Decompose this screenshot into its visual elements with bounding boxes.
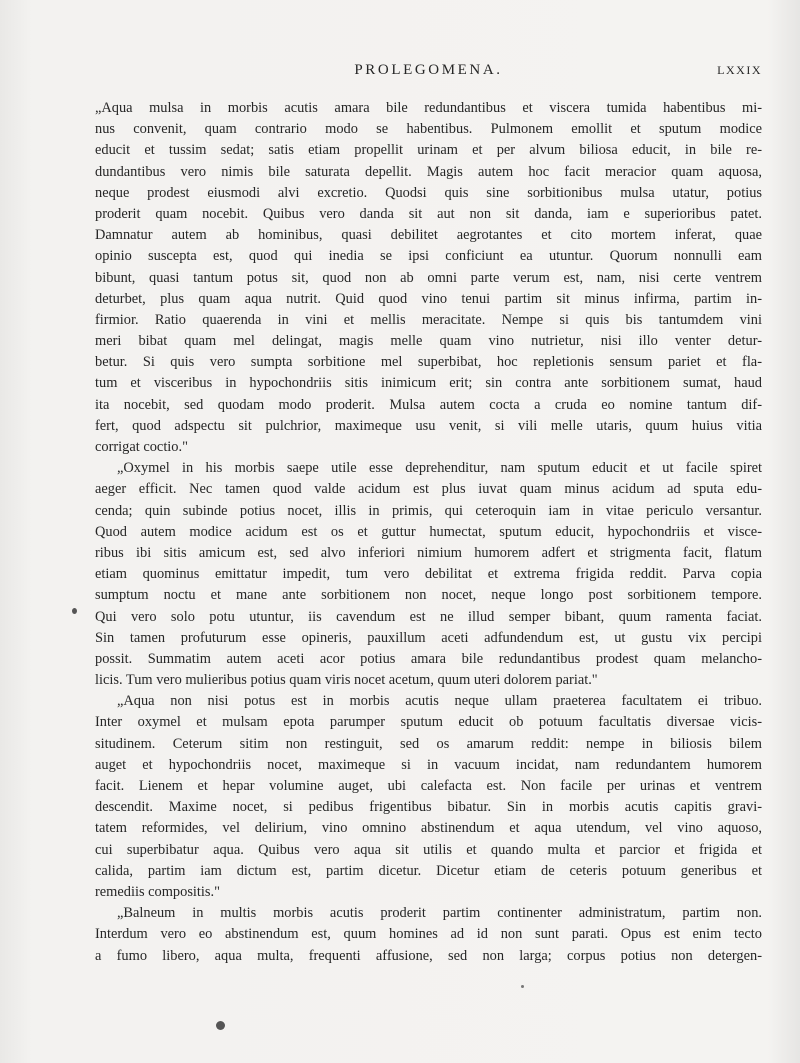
text-line: Interdum vero eo abstinendum est, quum homines ad id non sunt parati. Opus est enim tecto xyxy=(95,926,762,943)
text-line: nus convenit, quam contrario modo se habentibus. Pulmonem emollit et sputum modice xyxy=(95,121,762,138)
text-line: dundantibus vero nimis bile saturata depellit. Magis autem hoc facit meracior quam aquosa, xyxy=(95,163,762,180)
text-line: „Aqua non nisi potus est in morbis acutis neque ullam praeterea facultatem ei tribuo. xyxy=(117,693,762,710)
text-line: Sin tamen profuturum esse opineris, pauxillum aceti adfundendum est, ut gustu vix percipi xyxy=(95,629,762,646)
text-line: deturbet, plus quam aqua nutrit. Quid quod vino tenui partim sit minus infirma, partim in- xyxy=(95,290,762,307)
text-line: cui superbibatur aqua. Quibus vero aqua sit utilis et quando multa et parcior et frigida et xyxy=(95,841,762,858)
paragraph xyxy=(95,98,762,458)
page-number: LXXIX xyxy=(717,63,762,77)
text-line: sumptum noctu et mane ante sorbitionem non nocet, neque longo post sorbitionem tempore. xyxy=(95,587,762,604)
text-line: Qui vero solo potu utuntur, iis cavendum est ne illud semper bibant, quum ramenta faciat. xyxy=(95,608,762,625)
text-line: cenda; quin subinde potius nocet, illis in primis, qui ceteroquin iam in vitae periculo versantur. xyxy=(95,502,762,519)
text-line: remediis compositis." xyxy=(95,883,220,900)
text-line: licis. Tum vero mulieribus potius quam viris nocet acetum, quum uteri dolorem pariat." xyxy=(95,672,598,689)
text-line: corrigat coctio." xyxy=(95,439,188,455)
text-line: aeger efficit. Nec tamen quod valde acidum est plus iuvat quam minus acidum ad sputa edu- xyxy=(95,481,762,498)
paragraph xyxy=(95,903,762,967)
text-line: neque prodest eiusmodi alvi excretio. Quodsi quis sine sorbitionibus mulsa utatur, potius xyxy=(95,184,762,201)
text-line: „Oxymel in his morbis saepe utile esse deprehenditur, nam sputum educit et ut facile spiret xyxy=(117,460,762,477)
text-line: firmior. Ratio quaerenda in vini et mellis meracitate. Nempe si quis bis tantumdem vini xyxy=(95,311,762,328)
text-line: proderit quam nocebit. Quibus vero danda sit aut non sit danda, iam e superioribus patet. xyxy=(95,205,762,222)
running-title: PROLEGOMENA. xyxy=(354,62,503,78)
paragraph xyxy=(95,458,762,691)
text-line: bibunt, quasi tantum potus sit, quod non ab omni parte verum est, nam, nisi certe ventrem xyxy=(95,269,762,286)
text-line: „Balneum in multis morbis acutis proderit partim continenter administratum, partim non. xyxy=(117,905,762,922)
text-line: fert, quod adspectu sit pulchrior, maximeque usu venit, si vili melle utaris, quum huius vitia xyxy=(95,417,762,434)
text-line: meri bibat quam mel delingat, magis melle quam vino nutrietur, nisi illo venter detur- xyxy=(95,333,762,350)
ink-speck xyxy=(521,985,524,988)
text-line: ribus ibi sitis amicum est, sed alvo inferiori nimium humorem adfert et strigmenta facit, flatum xyxy=(95,544,762,561)
text-line: possit. Summatim autem aceti acor potius amara bile redundantibus prodest quam melancho- xyxy=(95,650,762,667)
text-line: Quod autem modice acidum est os et guttur humectat, sputum educit, hypochondriis et visce- xyxy=(95,523,762,540)
text-line: calida, partim iam dictum est, partim dicetur. Dicetur etiam de ceteris potuum generibus et xyxy=(95,862,762,879)
ink-speck xyxy=(216,1021,225,1030)
text-line: tum et visceribus in hypochondriis sitis inimicum erit; sin contra ante sorbitionem sumat, haud xyxy=(95,375,762,392)
text-line: ita nocebit, sed quodam modo proderit. Mulsa autem cocta a cruda eo nomine tantum dif- xyxy=(95,396,762,413)
text-line: „Aqua mulsa in morbis acutis amara bile redundantibus et viscera tumida habentibus mi- xyxy=(95,100,762,116)
text-line: descendit. Maxime nocet, si pedibus frigentibus bibatur. Sin in morbis acutis capitis gravi- xyxy=(95,799,762,816)
text-line: educit et tussim sedat; satis etiam propellit urinam et per alvum biliosa educit, in bile re- xyxy=(95,142,762,159)
text-line: betur. Si quis vero sumpta sorbitione mel superbibat, hoc repletionis sensum pariet et fla- xyxy=(95,354,762,371)
text-line: facit. Lienem et hepar volumine auget, ubi calefacta est. Non facile per urinas et ventrem xyxy=(95,778,762,794)
text-line: Damnatur autem ab hominibus, quasi debilitet aegrotantes et cito mortem inferat, quae xyxy=(95,227,762,244)
ink-speck xyxy=(72,608,77,614)
text-line: etiam quominus emittatur impedit, tum vero debilitat et extrema frigida reddit. Parva copia xyxy=(95,566,762,583)
text-line: tatem reformides, vel delirium, vino omnino abstinendum et aqua utendum, vel vino aquoso, xyxy=(95,820,762,837)
body-text xyxy=(95,98,762,967)
text-line: situdinem. Ceterum sitim non restinguit, sed os amarum reddit: nempe in biliosis bilem xyxy=(95,735,762,752)
page-header xyxy=(95,62,762,84)
text-line: Inter oxymel et mulsam epota parumper sputum educit ob potuum facultatis diversae vicis- xyxy=(95,714,762,731)
text-line: auget et hypochondriis nocet, maximeque si in vacuum incidat, nam redundantem humorem xyxy=(95,756,762,773)
text-line: opinio suscepta est, quod qui inedia se ipsi conficiunt ea utuntur. Quorum nonnulli eam xyxy=(95,248,762,265)
text-line: a fumo libero, aqua multa, frequenti affusione, sed non larga; corpus potius non detergen- xyxy=(95,947,762,964)
paragraph xyxy=(95,691,762,903)
